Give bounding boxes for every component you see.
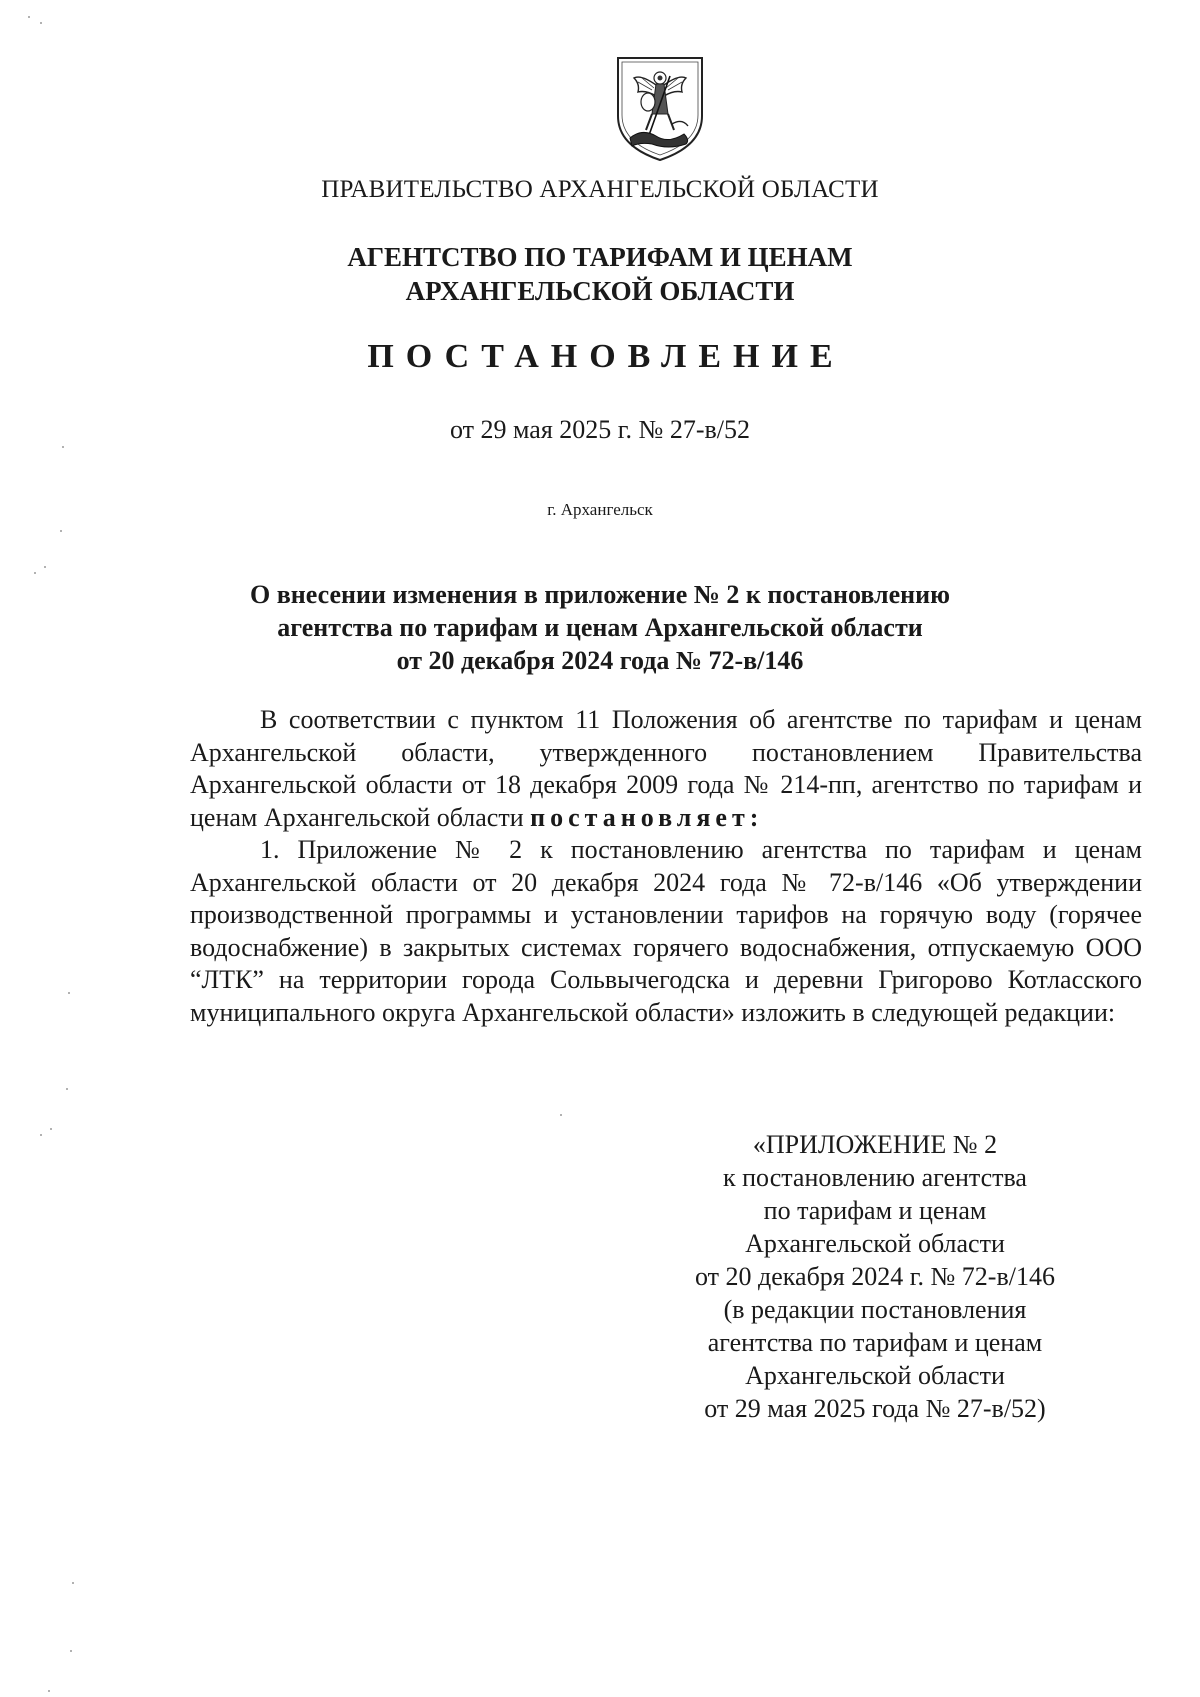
- document-date-number: от 29 мая 2025 г. № 27-в/52: [450, 415, 750, 444]
- preamble-paragraph: [190, 704, 1142, 834]
- clause-1-paragraph: 1. Приложение № 2 к постановлению агентства по тарифам и ценам Архангельской области от 20 декабря 2024 года № 72-в/146 «Об утверждении производственной программы и установлении тарифов на горячую воду (горячее водоснабжение) в закрытых системах горячего водоснабжения, отпускаемую ООО “ЛТК” на территории города Сольвычегодска и деревни Григорово Котласского муниципального округа Архангельской области» изложить в следующей редакции:: [190, 835, 1142, 1027]
- document-type-title: ПОСТАНОВЛЕНИЕ: [367, 338, 845, 375]
- resolves-keyword: постановляет:: [530, 802, 764, 832]
- scan-speck: [48, 1690, 50, 1692]
- subject-line-3: от 20 декабря 2024 года № 72-в/146: [396, 646, 804, 675]
- agency-name-line-1: АГЕНТСТВО ПО ТАРИФАМ И ЦЕНАМ: [347, 242, 853, 272]
- subject-line-2: агентства по тарифам и ценам Архангельской области: [277, 613, 923, 642]
- scan-speck: [28, 16, 30, 18]
- scan-speck: [34, 572, 36, 574]
- scan-speck: [62, 446, 64, 448]
- document-city: г. Архангельск: [547, 500, 653, 519]
- appendix-line: к постановлению агентства: [723, 1163, 1027, 1192]
- scan-speck: [70, 1650, 72, 1652]
- scan-speck: [560, 1114, 562, 1116]
- appendix-line: (в редакции постановления: [723, 1295, 1027, 1324]
- preamble-text: В соответствии с пунктом 11 Положения об агентстве по тарифам и ценам Архангельской области, утвержденного постановлением Правительства Архангельской области от 18 декабря 2009 года № 214-пп, агентство по тарифам и ценам Архангельской области: [190, 705, 1142, 832]
- scan-speck: [68, 992, 70, 994]
- agency-name: [0, 240, 1200, 308]
- government-name: ПРАВИТЕЛЬСТВО АРХАНГЕЛЬСКОЙ ОБЛАСТИ: [321, 176, 879, 203]
- appendix-line: по тарифам и ценам: [763, 1196, 987, 1225]
- subject-line-1: О внесении изменения в приложение № 2 к постановлению: [250, 580, 950, 609]
- appendix-line: «ПРИЛОЖЕНИЕ № 2: [752, 1130, 998, 1159]
- document-subject: [0, 578, 1200, 677]
- appendix-line: от 20 декабря 2024 г. № 72-в/146: [695, 1262, 1055, 1291]
- coat-of-arms-emblem: [612, 54, 708, 164]
- scan-speck: [50, 1128, 52, 1130]
- appendix-line: Архангельской области: [745, 1229, 1005, 1258]
- scan-speck: [40, 22, 42, 24]
- appendix-header-block: [660, 1128, 1090, 1425]
- appendix-line: агентства по тарифам и ценам: [707, 1328, 1043, 1357]
- agency-name-line-2: АРХАНГЕЛЬСКОЙ ОБЛАСТИ: [405, 276, 795, 306]
- scan-speck: [60, 530, 62, 532]
- scan-speck: [44, 566, 46, 568]
- scan-speck: [40, 1134, 42, 1136]
- appendix-line: от 29 мая 2025 года № 27-в/52): [704, 1394, 1046, 1423]
- scan-speck: [72, 1582, 74, 1584]
- appendix-line: Архангельской области: [745, 1361, 1005, 1390]
- scan-speck: [66, 1088, 68, 1090]
